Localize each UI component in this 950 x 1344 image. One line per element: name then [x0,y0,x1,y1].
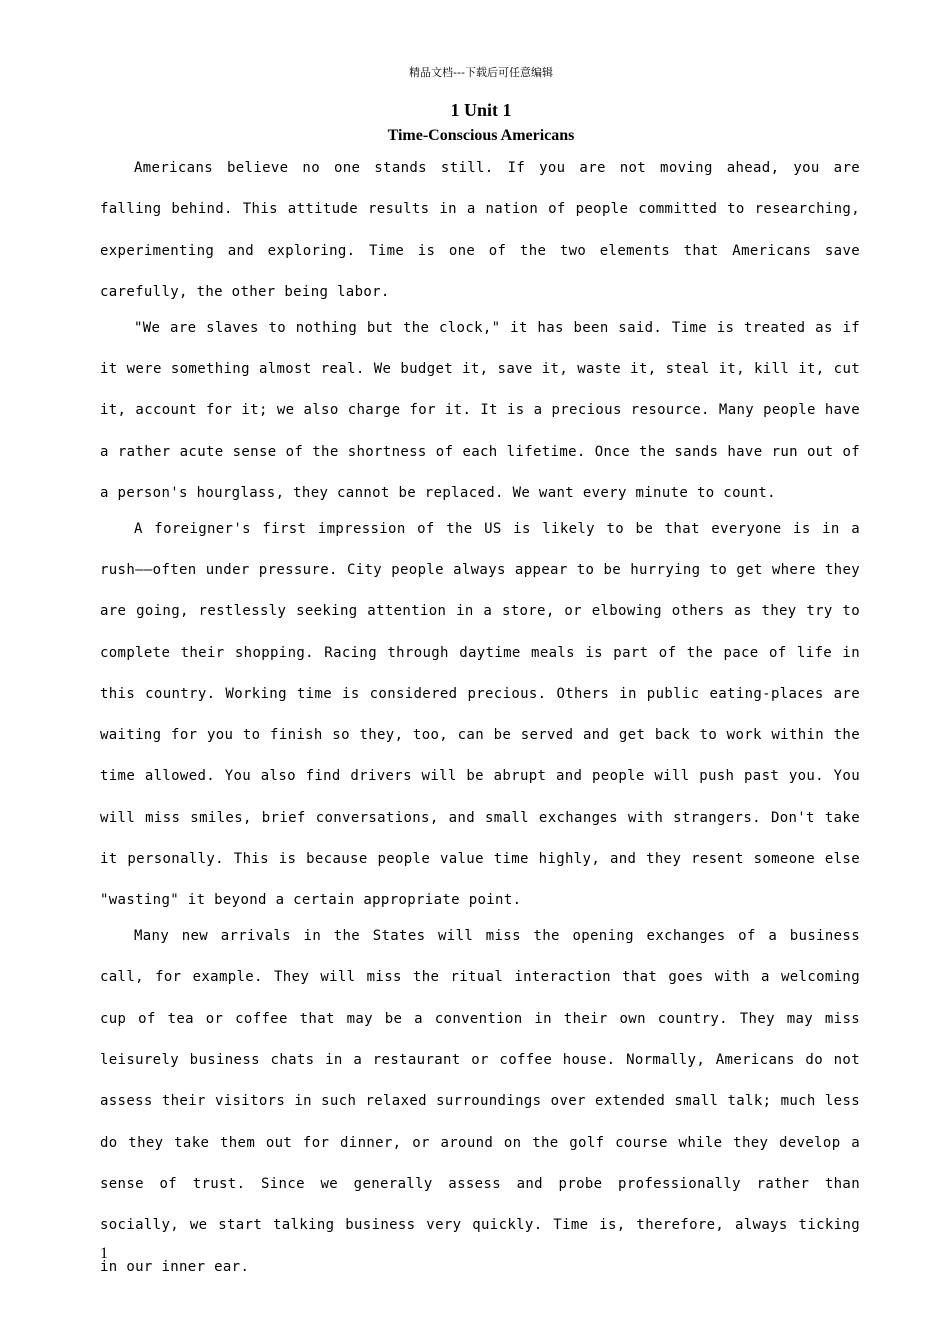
page-number: 1 [100,1245,108,1262]
running-header: 精品文档---下载后可任意编辑 [409,66,553,79]
paragraph-2: "We are slaves to nothing but the clock," it has been said. Time is treated as if it were something almost real. We budget it, save it, waste it, steal it, kill it, cut it, account for it; we also charge for it. It is a precious resource. Many people have a rather acute sense of the shortness of each lifetime. Once the sands have run out of a person's hourglass, they cannot be replaced. We want every minute to count. [100,319,860,501]
unit-title: 1 Unit 1 [450,100,512,120]
article-title: Time-Conscious Americans [387,127,575,144]
paragraph-3: A foreigner's first impression of the US is likely to be that everyone is in a rush——often under pressure. City people always appear to be hurrying to get where they are going, restlessly seeking attention in a store, or elbowing others as they try to complete their shopping. Racing through daytime meals is part of the pace of life in this country. Working time is considered precious. Others in public eating-places are waiting for you to finish so they, too, can be served and get back to work within the time allowed. You also find drivers will be abrupt and people will push past you. You will miss smiles, brief conversations, and small exchanges with strangers. Don't take it personally. This is because people value time highly, and they resent someone else "wasting" it beyond a certain appropriate point. [100,520,860,909]
paragraph-1: Americans believe no one stands still. If you are not moving ahead, you are falling behind. This attitude results in a nation of people committed to researching, experimenting and exploring. Time is one of the two elements that Americans save carefully, the other being labor. [100,160,860,300]
paragraph-4: Many new arrivals in the States will miss the opening exchanges of a business call, for example. They will miss the ritual interaction that goes with a welcoming cup of tea or coffee that may be a convention in their own country. They may miss leisurely business chats in a restaurant or coffee house. Normally, Americans do not assess their visitors in such relaxed surroundings over extended small talk; much less do they take them out for dinner, or around on the golf course while they develop a sense of trust. Since we generally assess and probe professionally rather than socially, we start talking business very quickly. Time is, therefore, always ticking in our inner ear. [100,928,860,1275]
article-body [100,148,860,1282]
